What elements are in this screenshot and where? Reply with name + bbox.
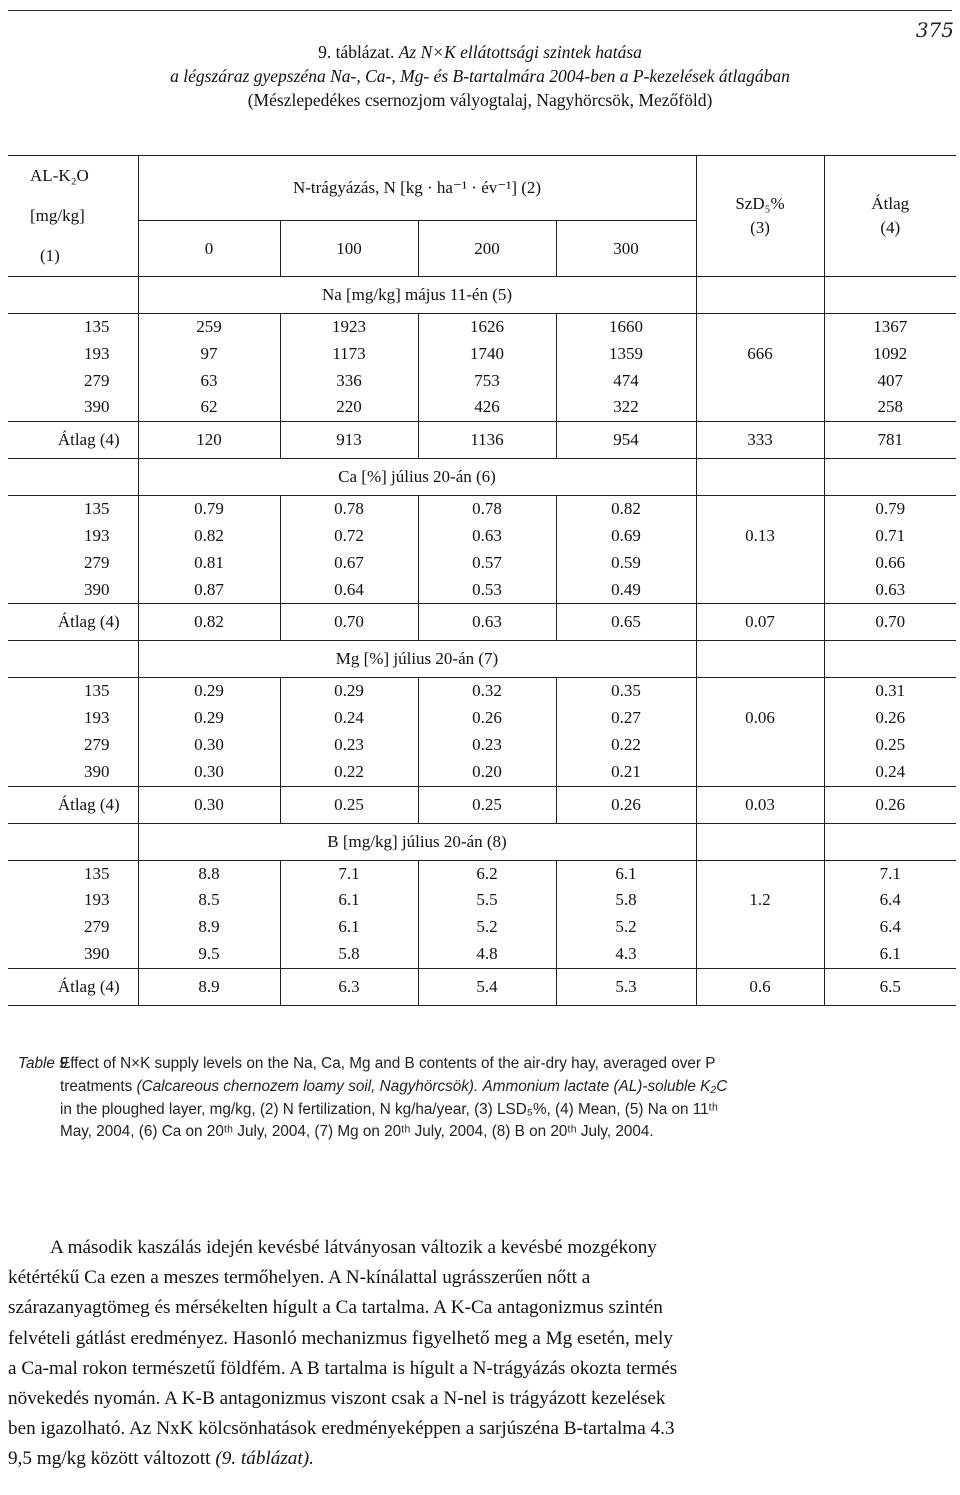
- table-row: [8, 887, 956, 914]
- cell-value: 0.26: [418, 705, 556, 732]
- table-row: [8, 678, 956, 705]
- section-header-row: [8, 277, 956, 314]
- cell-szd: 0.06: [696, 705, 824, 732]
- cell-value: 8.9: [138, 914, 280, 941]
- page-top-rule: [8, 10, 952, 11]
- cell-value: 62: [138, 394, 280, 421]
- cell-mean: 1092: [824, 341, 956, 368]
- cell-szd: 666: [696, 341, 824, 368]
- cell-value: 0.81: [138, 550, 280, 577]
- cell-value: 5.2: [556, 914, 696, 941]
- section-spacer: [696, 823, 824, 860]
- cell-value: 4.8: [418, 941, 556, 968]
- mean-value: 913: [280, 422, 418, 459]
- cell-szd: [696, 314, 824, 341]
- cell-value: 4.3: [556, 941, 696, 968]
- cell-value: 0.72: [280, 523, 418, 550]
- mean-value: 0.30: [138, 786, 280, 823]
- mean-overall: 6.5: [824, 968, 956, 1005]
- cell-value: 5.8: [280, 941, 418, 968]
- table-row: [8, 368, 956, 395]
- cell-mean: 0.79: [824, 496, 956, 523]
- row-k-level: 279: [84, 917, 110, 937]
- cell-value: 0.53: [418, 577, 556, 604]
- row-k-level: 279: [84, 370, 110, 390]
- cell-mean: 0.25: [824, 732, 956, 759]
- mean-value: 5.3: [556, 968, 696, 1005]
- mean-szd: 0.03: [696, 786, 824, 823]
- mean-value: 0.82: [138, 604, 280, 641]
- mean-row: [8, 422, 956, 459]
- cell-value: 0.20: [418, 759, 556, 786]
- cell-value: 97: [138, 341, 280, 368]
- cell-value: 0.67: [280, 550, 418, 577]
- cell-mean: 6.4: [824, 914, 956, 941]
- row-k-level: 390: [84, 943, 110, 963]
- mean-row-label: Átlag (4): [8, 968, 138, 1005]
- cell-value: 0.79: [138, 496, 280, 523]
- mean-value: 1136: [418, 422, 556, 459]
- header-al-k2o: AL-K₂O [mg/kg] (1): [8, 156, 138, 277]
- mean-value: 0.63: [418, 604, 556, 641]
- cell-szd: 1.2: [696, 887, 824, 914]
- cell-value: 0.69: [556, 523, 696, 550]
- table-row: [8, 705, 956, 732]
- mean-value: 954: [556, 422, 696, 459]
- cell-value: 0.23: [280, 732, 418, 759]
- section-spacer: [824, 459, 956, 496]
- cell-mean: 0.66: [824, 550, 956, 577]
- section-spacer: [8, 641, 138, 678]
- cell-value: 0.78: [280, 496, 418, 523]
- cell-value: 0.57: [418, 550, 556, 577]
- body-line: növekedés nyomán. A K-B antagonizmus viszont csak a N-nel is trágyázott kezelések: [8, 1388, 666, 1410]
- cell-value: 220: [280, 394, 418, 421]
- section-spacer: [824, 277, 956, 314]
- cell-szd: [696, 914, 824, 941]
- data-table: [8, 155, 956, 1006]
- cell-mean: 0.63: [824, 577, 956, 604]
- row-k-level: 135: [8, 678, 138, 705]
- cell-value: 1660: [556, 314, 696, 341]
- cell-value: 0.78: [418, 496, 556, 523]
- cell-mean: 0.26: [824, 705, 956, 732]
- cell-value: 6.1: [280, 914, 418, 941]
- body-line: A második kaszálás idején kevésbé látványosan változik a kevésbé mozgékony: [50, 1237, 657, 1258]
- cell-value: 0.59: [556, 550, 696, 577]
- mean-row: [8, 968, 956, 1005]
- cell-szd: [696, 941, 824, 968]
- caption-line-3: (Mészlepedékes csernozjom vályogtalaj, Nagyhörcsök, Mezőföld): [247, 90, 713, 110]
- body-line: 9,5 mg/kg között változott (9. táblázat).: [8, 1448, 314, 1470]
- cell-mean: 1367: [824, 314, 956, 341]
- table-caption-english: Table 9. Effect of N×K supply levels on the Na, Ca, Mg and B contents of the air-dry hay, averaged over P treatments (Calcareous chernozem loamy soil, Nagyhörcsök). Ammonium lactate (AL)-soluble K₂C in the ploughed layer, mg/kg, (2) N fertilization, N kg/ha/year, (3) LSD₅%, (4) Mean, (5) Na on 11ᵗʰ May, 2004, (6) Ca on 20ᵗʰ July, 2004, (7) Mg on 20ᵗʰ July, 2004, (8) B on 20ᵗʰ July, 2004.: [18, 1055, 728, 1141]
- table-row: [8, 394, 956, 421]
- row-k-level: 135: [8, 860, 138, 887]
- mean-szd: 0.6: [696, 968, 824, 1005]
- cell-value: 0.32: [418, 678, 556, 705]
- table-row: [8, 341, 956, 368]
- row-k-level: 279: [84, 734, 110, 754]
- cell-szd: [696, 678, 824, 705]
- cell-value: 6.2: [418, 860, 556, 887]
- header-mean: Átlag (4): [824, 156, 956, 277]
- mean-row-label: Átlag (4): [8, 604, 138, 641]
- cell-value: 0.22: [280, 759, 418, 786]
- mean-row: [8, 786, 956, 823]
- cell-value: 7.1: [280, 860, 418, 887]
- body-line: a Ca-mal rokon természetű földfém. A B tartalma is hígult a N-trágyázás okozta termés: [8, 1357, 678, 1379]
- cell-value: 336: [280, 368, 418, 395]
- mean-value: 0.65: [556, 604, 696, 641]
- mean-row-label: Átlag (4): [8, 422, 138, 459]
- mean-value: 120: [138, 422, 280, 459]
- section-spacer: [824, 823, 956, 860]
- cell-szd: [696, 496, 824, 523]
- cell-szd: [696, 732, 824, 759]
- cell-value: 0.30: [138, 759, 280, 786]
- cell-value: 1173: [280, 341, 418, 368]
- table-row: [8, 523, 956, 550]
- mean-value: 0.70: [280, 604, 418, 641]
- section-spacer: [8, 277, 138, 314]
- row-k-level: 390: [84, 579, 110, 599]
- row-k-level: 193: [84, 890, 110, 910]
- cell-value: 0.22: [556, 732, 696, 759]
- cell-value: 0.82: [138, 523, 280, 550]
- cell-value: 0.64: [280, 577, 418, 604]
- cell-value: 0.29: [280, 678, 418, 705]
- row-k-level: 135: [8, 314, 138, 341]
- header-n-100: 100: [280, 221, 418, 277]
- cell-mean: 0.71: [824, 523, 956, 550]
- header-n-fertilization: N-trágyázás, N [kg · ha⁻¹ · év⁻¹] (2): [138, 156, 696, 221]
- section-spacer: [8, 459, 138, 496]
- cell-value: 0.30: [138, 732, 280, 759]
- section-spacer: [8, 823, 138, 860]
- header-n-0: 0: [138, 221, 280, 277]
- mean-szd: 333: [696, 422, 824, 459]
- row-k-level: 390: [84, 761, 110, 781]
- mean-szd: 0.07: [696, 604, 824, 641]
- cell-value: 426: [418, 394, 556, 421]
- cell-mean: 258: [824, 394, 956, 421]
- cell-value: 1626: [418, 314, 556, 341]
- table-row: [8, 759, 956, 786]
- cell-value: 0.29: [138, 705, 280, 732]
- cell-value: 0.29: [138, 678, 280, 705]
- body-line: ben igazolható. Az NxK kölcsönhatások eredményeképpen a sarjúszéna B-tartalma 4.3: [8, 1418, 675, 1440]
- cell-value: 8.5: [138, 887, 280, 914]
- cell-mean: 6.4: [824, 887, 956, 914]
- section-title: Mg [%] július 20-án (7): [138, 641, 696, 678]
- caption-table-number: Table 9.: [18, 1055, 72, 1072]
- section-title: Na [mg/kg] május 11-én (5): [138, 277, 696, 314]
- mean-value: 8.9: [138, 968, 280, 1005]
- mean-value: 0.26: [556, 786, 696, 823]
- table-caption-hungarian: [0, 40, 960, 112]
- header-n-200: 200: [418, 221, 556, 277]
- mean-overall: 781: [824, 422, 956, 459]
- caption-line-1: 9. táblázat. Az N×K ellátottsági szintek hatása: [318, 42, 642, 62]
- body-line: szárazanyagtömeg és mérsékelten hígult a Ca tartalma. A K-Ca antagonizmus szintén: [8, 1297, 663, 1319]
- cell-szd: [696, 759, 824, 786]
- row-k-level: 193: [84, 343, 110, 363]
- cell-value: 0.35: [556, 678, 696, 705]
- cell-value: 5.2: [418, 914, 556, 941]
- header-szd: SzD₅% (3): [696, 156, 824, 277]
- section-header-row: [8, 823, 956, 860]
- section-title: Ca [%] július 20-án (6): [138, 459, 696, 496]
- table-row: [8, 914, 956, 941]
- cell-szd: 0.13: [696, 523, 824, 550]
- cell-value: 0.63: [418, 523, 556, 550]
- cell-value: 0.49: [556, 577, 696, 604]
- cell-szd: [696, 394, 824, 421]
- cell-value: 0.23: [418, 732, 556, 759]
- section-spacer: [696, 459, 824, 496]
- row-k-level: 279: [84, 552, 110, 572]
- section-header-row: [8, 641, 956, 678]
- section-title: B [mg/kg] július 20-án (8): [138, 823, 696, 860]
- mean-overall: 0.26: [824, 786, 956, 823]
- caption-line-2: a légszáraz gyepszéna Na-, Ca-, Mg- és B-tartalmára 2004-ben a P-kezelések átlagában: [170, 66, 790, 86]
- cell-value: 1740: [418, 341, 556, 368]
- cell-mean: 407: [824, 368, 956, 395]
- mean-value: 6.3: [280, 968, 418, 1005]
- cell-value: 753: [418, 368, 556, 395]
- cell-szd: [696, 577, 824, 604]
- mean-value: 5.4: [418, 968, 556, 1005]
- section-spacer: [824, 641, 956, 678]
- table-row: [8, 941, 956, 968]
- cell-szd: [696, 550, 824, 577]
- cell-value: 0.27: [556, 705, 696, 732]
- cell-szd: [696, 860, 824, 887]
- handwritten-page-number: 375: [915, 18, 954, 42]
- section-spacer: [696, 277, 824, 314]
- cell-value: 5.8: [556, 887, 696, 914]
- row-k-level: 390: [84, 397, 110, 417]
- mean-row: [8, 604, 956, 641]
- cell-mean: 0.24: [824, 759, 956, 786]
- cell-value: 1359: [556, 341, 696, 368]
- cell-value: 63: [138, 368, 280, 395]
- cell-mean: 0.31: [824, 678, 956, 705]
- cell-value: 474: [556, 368, 696, 395]
- cell-value: 8.8: [138, 860, 280, 887]
- mean-value: 0.25: [418, 786, 556, 823]
- cell-value: 9.5: [138, 941, 280, 968]
- cell-value: 322: [556, 394, 696, 421]
- section-header-row: [8, 459, 956, 496]
- row-k-level: 193: [84, 708, 110, 728]
- row-k-level: 193: [84, 525, 110, 545]
- header-n-300: 300: [556, 221, 696, 277]
- cell-mean: 6.1: [824, 941, 956, 968]
- table-row: [8, 860, 956, 887]
- cell-value: 0.21: [556, 759, 696, 786]
- cell-value: 0.87: [138, 577, 280, 604]
- table-row: [8, 314, 956, 341]
- table-row: [8, 732, 956, 759]
- body-line: kétértékű Ca ezen a meszes termőhelyen. A N-kínálattal ugrásszerűen nőtt a: [8, 1267, 591, 1289]
- body-paragraph: [8, 1233, 952, 1475]
- mean-value: 0.25: [280, 786, 418, 823]
- row-k-level: 135: [8, 496, 138, 523]
- cell-value: 6.1: [280, 887, 418, 914]
- mean-overall: 0.70: [824, 604, 956, 641]
- table-row: [8, 577, 956, 604]
- mean-row-label: Átlag (4): [8, 786, 138, 823]
- cell-value: 0.24: [280, 705, 418, 732]
- table-row: [8, 550, 956, 577]
- cell-value: 6.1: [556, 860, 696, 887]
- table-row: [8, 496, 956, 523]
- cell-szd: [696, 368, 824, 395]
- cell-value: 5.5: [418, 887, 556, 914]
- cell-value: 259: [138, 314, 280, 341]
- body-line: felvételi gátlást eredményez. Hasonló mechanizmus figyelhető meg a Mg esetén, mely: [8, 1327, 673, 1349]
- cell-mean: 7.1: [824, 860, 956, 887]
- section-spacer: [696, 641, 824, 678]
- cell-value: 1923: [280, 314, 418, 341]
- cell-value: 0.82: [556, 496, 696, 523]
